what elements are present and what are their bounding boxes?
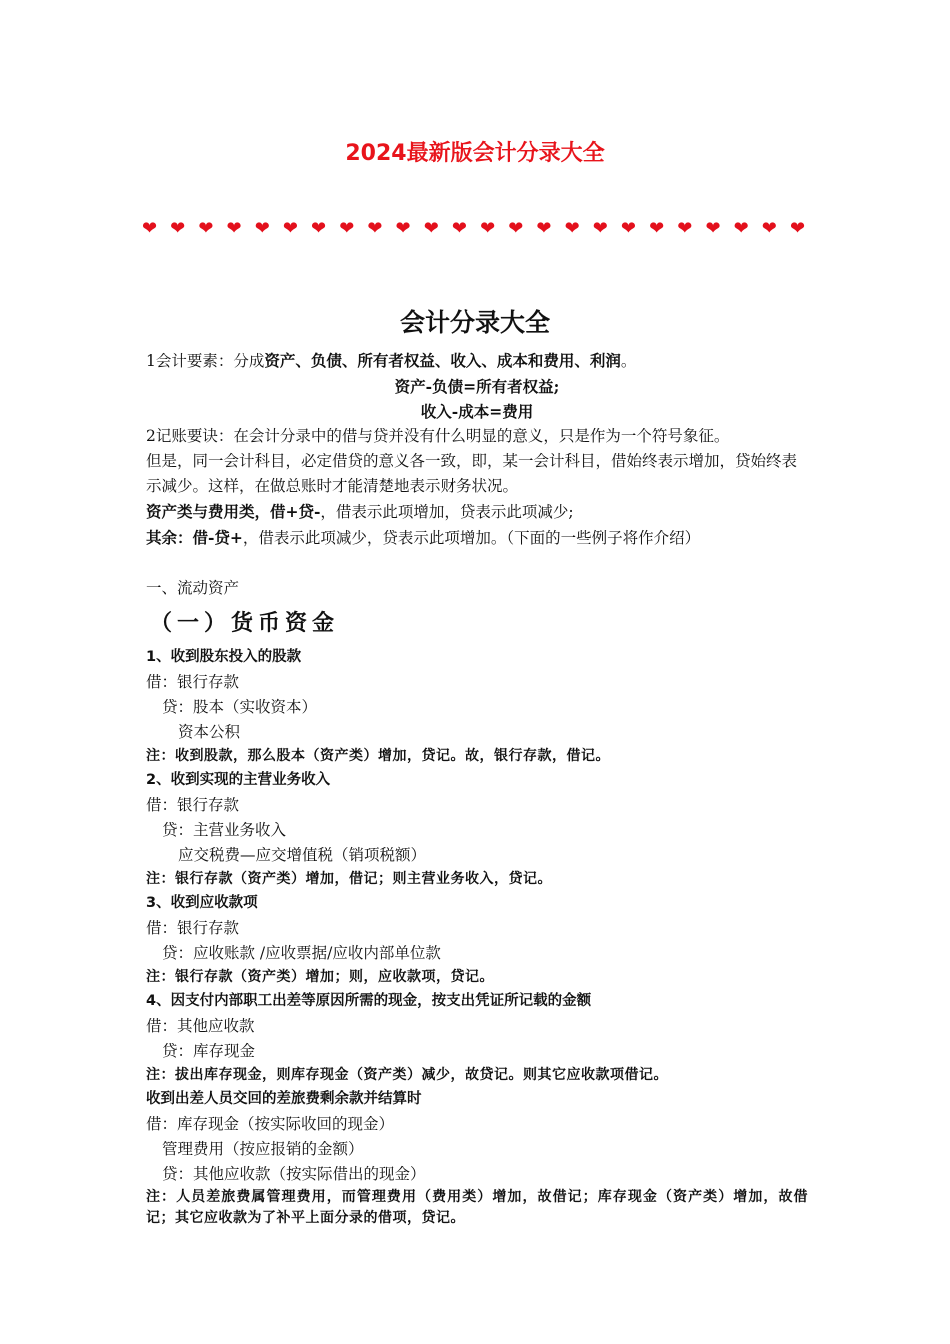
- intro-bold-text: 资产、负债、所有者权益、收入、成本和费用、利润: [264, 351, 621, 370]
- entry-title: 4、因支付内部职工出差等原因所需的现金，按支出凭证所记载的金额: [146, 993, 592, 1009]
- heart-icon: ❤: [226, 218, 242, 239]
- heart-icon: ❤: [564, 218, 580, 239]
- entry-note: 注：人员差旅费属管理费用，而管理费用（费用类）增加，故借记；库存现金（资产类）增加，故借记；其它应收款为了补平上面分录的借项，贷记。: [146, 1189, 808, 1226]
- equation-1: 资产-负债=所有者权益;: [394, 377, 560, 396]
- heart-icon: ❤: [649, 218, 665, 239]
- heart-icon: ❤: [282, 218, 298, 239]
- heart-icon: ❤: [339, 218, 355, 239]
- heart-icon: ❤: [536, 218, 552, 239]
- entry-debit-sub: 管理费用（按应报销的金额）: [162, 1140, 364, 1158]
- heart-icon: ❤: [592, 218, 608, 239]
- intro-paragraph-1: [146, 348, 808, 374]
- entry-title: 2、收到实现的主营业务收入: [146, 772, 331, 788]
- entry-credit: 贷：主营业务收入: [162, 821, 287, 839]
- heart-divider: [142, 220, 808, 238]
- equation-2: 收入-成本=费用: [420, 402, 534, 421]
- entry-credit: 贷：应收账款 /应收票据/应收内部单位款: [162, 944, 441, 962]
- entry-debit: 借：银行存款: [146, 673, 240, 691]
- entry-debit: 借：银行存款: [146, 919, 240, 937]
- entry-credit-sub: 资本公积: [178, 723, 241, 741]
- heart-icon: ❤: [395, 218, 411, 239]
- spacer: [146, 551, 808, 576]
- entry-note: 注：收到股款，那么股本（资产类）增加，贷记。故，银行存款，借记。: [146, 748, 610, 764]
- entry-credit-sub: 应交税费—应交增值税（销项税额）: [178, 846, 427, 864]
- heart-icon: ❤: [620, 218, 637, 239]
- heart-icon: ❤: [311, 218, 327, 239]
- heart-icon: ❤: [508, 218, 524, 239]
- intro-paragraph-2: 2记账要诀：在会计分录中的借与贷并没有什么明显的意义，只是作为一个符号象征。: [146, 427, 730, 445]
- entry-note: 注：银行存款（资产类）增加，借记；则主营业务收入，贷记。: [146, 871, 552, 887]
- heart-icon: ❤: [142, 218, 158, 239]
- heart-icon: ❤: [423, 218, 439, 239]
- entry-title: 收到出差人员交回的差旅费剩余款并结算时: [146, 1091, 422, 1107]
- entry-debit: 借：银行存款: [146, 796, 240, 814]
- rule-text: ，借表示此项增加，贷表示此项减少;: [320, 503, 574, 521]
- entry-title: 3、收到应收款项: [146, 895, 258, 911]
- heart-icon: ❤: [170, 218, 186, 239]
- heart-icon: ❤: [367, 218, 383, 239]
- entry-note: 注：拔出库存现金，则库存现金（资产类）减少，故贷记。则其它应收款项借记。: [146, 1067, 668, 1083]
- main-title: 2024最新版会计分录大全: [345, 141, 605, 166]
- intro-text: 1会计要素：分成: [146, 352, 265, 370]
- heart-icon: ❤: [198, 218, 214, 239]
- rule-text: ，借表示此项减少，贷表示此项增加。（下面的一些例子将作介绍）: [242, 529, 701, 547]
- section-heading: 一、流动资产: [146, 579, 240, 597]
- rule-bold-text: 资产类与费用类，借+贷-: [146, 502, 321, 521]
- entry-credit: 贷：库存现金: [162, 1042, 256, 1060]
- heart-icon: ❤: [254, 218, 270, 239]
- heart-icon: ❤: [705, 218, 721, 239]
- heart-icon: ❤: [789, 218, 806, 239]
- entry-debit: 借：库存现金（按实际收回的现金）: [146, 1115, 395, 1133]
- subsection-heading: （一）货币资金: [150, 610, 340, 636]
- heart-icon: ❤: [677, 218, 693, 239]
- rule-bold-text: 其余：借-贷+: [146, 528, 243, 547]
- entry-credit: 贷：股本（实收资本）: [162, 698, 318, 716]
- document-body: [146, 348, 808, 1229]
- entry-credit: 贷：其他应收款（按实际借出的现金）: [162, 1165, 426, 1183]
- intro-paragraph-5: [146, 525, 808, 551]
- entry-note: 注：银行存款（资产类）增加；则，应收款项，贷记。: [146, 969, 494, 985]
- entry-title: 1、收到股东投入的股款: [146, 649, 302, 665]
- intro-paragraph-4: [146, 499, 808, 525]
- heart-icon: ❤: [733, 218, 749, 239]
- heart-icon: ❤: [451, 218, 467, 239]
- section-title: 会计分录大全: [399, 308, 550, 337]
- heart-icon: ❤: [761, 218, 777, 239]
- entry-debit: 借：其他应收款: [146, 1017, 255, 1035]
- intro-text: 。: [620, 352, 637, 370]
- heart-icon: ❤: [480, 218, 496, 239]
- intro-paragraph-3: 但是，同一会计科目，必定借贷的意义各一致，即，某一会计科目，借始终表示增加，贷始终表示减少。这样，在做总账时才能清楚地表示财务状况。: [146, 452, 798, 495]
